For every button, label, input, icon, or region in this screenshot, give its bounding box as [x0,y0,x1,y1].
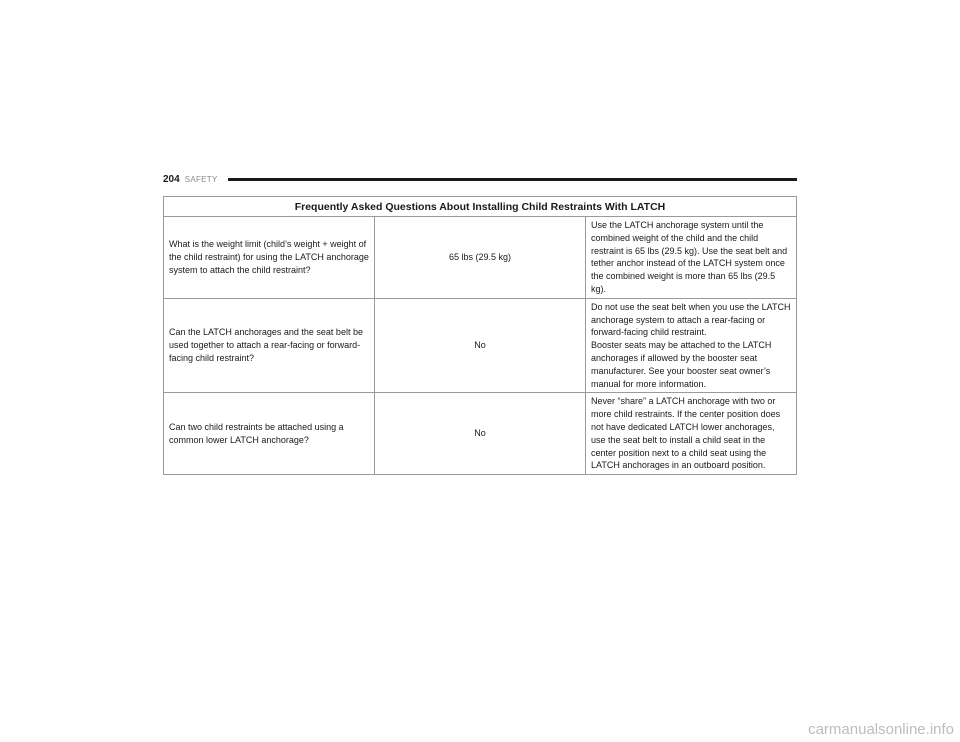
question-cell: Can two child restraints be attached using a common lower LATCH anchorage? [164,393,375,475]
table-row [164,393,797,475]
faq-table [163,196,797,475]
question-cell: Can the LATCH anchorages and the seat belt be used together to attach a rear-facing or forward-facing child restraint? [164,298,375,393]
section-title: SAFETY [184,174,218,184]
answer-cell: No [375,298,586,393]
explanation-text: Booster seats may be attached to the LATCH anchorages if allowed by the booster seat manufacturer. See your booster seat owner’s manual for more information. [591,340,772,389]
header-rule [228,178,797,181]
table-row [164,217,797,299]
explanation-text: Use the LATCH anchorage system until the combined weight of the child and the child restraint is 65 lbs (29.5 kg). Use the seat belt and tether anchor instead of the LATCH system once the combined weight is more than 65 lbs (29.5 kg). [591,220,788,294]
explanation-cell [586,217,797,299]
page-number: 204 [163,173,180,185]
answer-cell: 65 lbs (29.5 kg) [375,217,586,299]
explanation-text: Never “share” a LATCH anchorage with two or more child restraints. If the center position does not have dedicated LATCH lower anchorages, use the seat belt to install a child seat in the center position next to a child seat using the LATCH anchorages in an outboard position. [591,396,781,471]
explanation-cell [586,298,797,393]
question-cell: What is the weight limit (child’s weight + weight of the child restraint) for using the LATCH anchorage system to attach the child restraint? [164,217,375,299]
explanation-cell [586,393,797,475]
watermark: carmanualsonline.info [808,721,954,738]
explanation-text: Do not use the seat belt when you use the LATCH anchorage system to attach a rear-facing or forward-facing child restraint. [591,301,791,338]
page-header [163,172,797,186]
table-row [164,298,797,393]
table-title: Frequently Asked Questions About Installing Child Restraints With LATCH [164,197,797,217]
answer-cell: No [375,393,586,475]
